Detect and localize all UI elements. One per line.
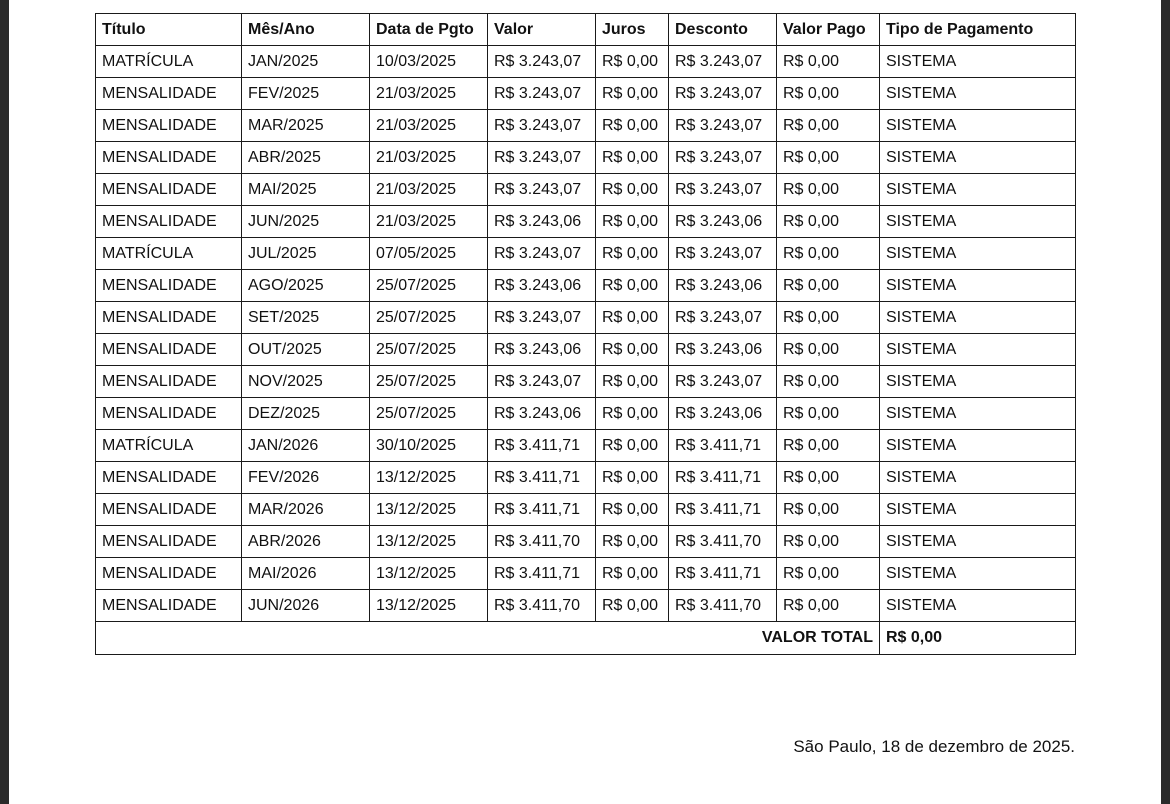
cell-titulo: MENSALIDADE bbox=[96, 110, 242, 142]
cell-juros: R$ 0,00 bbox=[596, 462, 669, 494]
cell-juros: R$ 0,00 bbox=[596, 46, 669, 78]
cell-valor-pago: R$ 0,00 bbox=[777, 46, 880, 78]
cell-tipo-pagamento: SISTEMA bbox=[880, 142, 1076, 174]
cell-juros: R$ 0,00 bbox=[596, 302, 669, 334]
table-body bbox=[96, 46, 1076, 622]
payments-table bbox=[95, 13, 1076, 655]
cell-titulo: MENSALIDADE bbox=[96, 302, 242, 334]
cell-data-pgto: 21/03/2025 bbox=[370, 110, 488, 142]
cell-data-pgto: 13/12/2025 bbox=[370, 590, 488, 622]
table-row bbox=[96, 398, 1076, 430]
cell-juros: R$ 0,00 bbox=[596, 558, 669, 590]
cell-titulo: MENSALIDADE bbox=[96, 462, 242, 494]
cell-valor-pago: R$ 0,00 bbox=[777, 462, 880, 494]
cell-desconto: R$ 3.243,07 bbox=[669, 142, 777, 174]
cell-valor: R$ 3.243,06 bbox=[488, 334, 596, 366]
cell-juros: R$ 0,00 bbox=[596, 526, 669, 558]
cell-titulo: MATRÍCULA bbox=[96, 430, 242, 462]
cell-titulo: MATRÍCULA bbox=[96, 238, 242, 270]
cell-mes-ano: ABR/2026 bbox=[242, 526, 370, 558]
table-row bbox=[96, 494, 1076, 526]
cell-tipo-pagamento: SISTEMA bbox=[880, 238, 1076, 270]
cell-data-pgto: 25/07/2025 bbox=[370, 270, 488, 302]
cell-desconto: R$ 3.243,07 bbox=[669, 174, 777, 206]
total-value: R$ 0,00 bbox=[880, 622, 1076, 655]
cell-juros: R$ 0,00 bbox=[596, 110, 669, 142]
cell-data-pgto: 21/03/2025 bbox=[370, 174, 488, 206]
cell-tipo-pagamento: SISTEMA bbox=[880, 558, 1076, 590]
cell-juros: R$ 0,00 bbox=[596, 238, 669, 270]
cell-valor: R$ 3.411,71 bbox=[488, 494, 596, 526]
table-row bbox=[96, 526, 1076, 558]
cell-valor: R$ 3.411,70 bbox=[488, 590, 596, 622]
cell-valor: R$ 3.243,06 bbox=[488, 270, 596, 302]
cell-tipo-pagamento: SISTEMA bbox=[880, 430, 1076, 462]
cell-mes-ano: AGO/2025 bbox=[242, 270, 370, 302]
cell-data-pgto: 13/12/2025 bbox=[370, 462, 488, 494]
cell-data-pgto: 21/03/2025 bbox=[370, 78, 488, 110]
cell-mes-ano: MAR/2026 bbox=[242, 494, 370, 526]
table-header-row bbox=[96, 14, 1076, 46]
cell-valor: R$ 3.243,07 bbox=[488, 174, 596, 206]
cell-desconto: R$ 3.243,06 bbox=[669, 334, 777, 366]
cell-valor: R$ 3.411,70 bbox=[488, 526, 596, 558]
cell-valor: R$ 3.411,71 bbox=[488, 462, 596, 494]
cell-juros: R$ 0,00 bbox=[596, 494, 669, 526]
cell-valor-pago: R$ 0,00 bbox=[777, 494, 880, 526]
cell-juros: R$ 0,00 bbox=[596, 398, 669, 430]
cell-juros: R$ 0,00 bbox=[596, 78, 669, 110]
cell-juros: R$ 0,00 bbox=[596, 206, 669, 238]
cell-juros: R$ 0,00 bbox=[596, 590, 669, 622]
cell-valor-pago: R$ 0,00 bbox=[777, 142, 880, 174]
cell-tipo-pagamento: SISTEMA bbox=[880, 110, 1076, 142]
cell-titulo: MENSALIDADE bbox=[96, 398, 242, 430]
cell-valor-pago: R$ 0,00 bbox=[777, 206, 880, 238]
cell-titulo: MENSALIDADE bbox=[96, 334, 242, 366]
table-row bbox=[96, 238, 1076, 270]
cell-mes-ano: OUT/2025 bbox=[242, 334, 370, 366]
cell-titulo: MENSALIDADE bbox=[96, 142, 242, 174]
cell-titulo: MENSALIDADE bbox=[96, 78, 242, 110]
cell-titulo: MENSALIDADE bbox=[96, 494, 242, 526]
cell-valor-pago: R$ 0,00 bbox=[777, 270, 880, 302]
cell-desconto: R$ 3.243,06 bbox=[669, 206, 777, 238]
cell-tipo-pagamento: SISTEMA bbox=[880, 494, 1076, 526]
table-row bbox=[96, 590, 1076, 622]
cell-data-pgto: 25/07/2025 bbox=[370, 334, 488, 366]
cell-desconto: R$ 3.243,06 bbox=[669, 270, 777, 302]
cell-titulo: MENSALIDADE bbox=[96, 366, 242, 398]
cell-data-pgto: 25/07/2025 bbox=[370, 398, 488, 430]
cell-valor: R$ 3.243,07 bbox=[488, 366, 596, 398]
column-header-juros: Juros bbox=[596, 14, 669, 46]
total-row bbox=[96, 622, 1076, 655]
table-row bbox=[96, 462, 1076, 494]
cell-valor-pago: R$ 0,00 bbox=[777, 590, 880, 622]
cell-tipo-pagamento: SISTEMA bbox=[880, 398, 1076, 430]
column-header-valor-pago: Valor Pago bbox=[777, 14, 880, 46]
cell-desconto: R$ 3.411,71 bbox=[669, 494, 777, 526]
cell-juros: R$ 0,00 bbox=[596, 366, 669, 398]
cell-desconto: R$ 3.411,71 bbox=[669, 462, 777, 494]
cell-tipo-pagamento: SISTEMA bbox=[880, 78, 1076, 110]
cell-tipo-pagamento: SISTEMA bbox=[880, 302, 1076, 334]
table-row bbox=[96, 46, 1076, 78]
cell-data-pgto: 13/12/2025 bbox=[370, 526, 488, 558]
cell-desconto: R$ 3.243,07 bbox=[669, 238, 777, 270]
cell-tipo-pagamento: SISTEMA bbox=[880, 590, 1076, 622]
cell-data-pgto: 13/12/2025 bbox=[370, 494, 488, 526]
cell-mes-ano: JAN/2026 bbox=[242, 430, 370, 462]
cell-desconto: R$ 3.243,07 bbox=[669, 46, 777, 78]
table-row bbox=[96, 110, 1076, 142]
cell-valor-pago: R$ 0,00 bbox=[777, 174, 880, 206]
cell-juros: R$ 0,00 bbox=[596, 334, 669, 366]
cell-valor: R$ 3.243,07 bbox=[488, 238, 596, 270]
cell-valor-pago: R$ 0,00 bbox=[777, 398, 880, 430]
cell-valor: R$ 3.243,07 bbox=[488, 78, 596, 110]
cell-tipo-pagamento: SISTEMA bbox=[880, 206, 1076, 238]
table-row bbox=[96, 270, 1076, 302]
cell-juros: R$ 0,00 bbox=[596, 142, 669, 174]
cell-valor: R$ 3.243,07 bbox=[488, 142, 596, 174]
table-row bbox=[96, 142, 1076, 174]
cell-titulo: MENSALIDADE bbox=[96, 558, 242, 590]
document-page bbox=[9, 0, 1161, 804]
cell-mes-ano: MAR/2025 bbox=[242, 110, 370, 142]
column-header-mes-ano: Mês/Ano bbox=[242, 14, 370, 46]
table-row bbox=[96, 430, 1076, 462]
cell-valor: R$ 3.243,06 bbox=[488, 206, 596, 238]
table-row bbox=[96, 174, 1076, 206]
cell-juros: R$ 0,00 bbox=[596, 270, 669, 302]
cell-titulo: MENSALIDADE bbox=[96, 526, 242, 558]
cell-mes-ano: DEZ/2025 bbox=[242, 398, 370, 430]
cell-desconto: R$ 3.243,07 bbox=[669, 78, 777, 110]
cell-mes-ano: JUN/2025 bbox=[242, 206, 370, 238]
table-row bbox=[96, 206, 1076, 238]
table-row bbox=[96, 78, 1076, 110]
cell-mes-ano: FEV/2026 bbox=[242, 462, 370, 494]
cell-desconto: R$ 3.411,71 bbox=[669, 430, 777, 462]
cell-titulo: MATRÍCULA bbox=[96, 46, 242, 78]
cell-valor: R$ 3.411,71 bbox=[488, 430, 596, 462]
cell-desconto: R$ 3.243,06 bbox=[669, 398, 777, 430]
cell-tipo-pagamento: SISTEMA bbox=[880, 270, 1076, 302]
cell-valor-pago: R$ 0,00 bbox=[777, 238, 880, 270]
cell-valor: R$ 3.243,07 bbox=[488, 110, 596, 142]
table-row bbox=[96, 334, 1076, 366]
location-date: São Paulo, 18 de dezembro de 2025. bbox=[793, 737, 1075, 756]
cell-valor-pago: R$ 0,00 bbox=[777, 302, 880, 334]
cell-titulo: MENSALIDADE bbox=[96, 206, 242, 238]
column-header-data-pgto: Data de Pgto bbox=[370, 14, 488, 46]
cell-desconto: R$ 3.243,07 bbox=[669, 366, 777, 398]
table-row bbox=[96, 558, 1076, 590]
cell-valor-pago: R$ 0,00 bbox=[777, 526, 880, 558]
cell-mes-ano: JUL/2025 bbox=[242, 238, 370, 270]
cell-desconto: R$ 3.243,07 bbox=[669, 302, 777, 334]
cell-mes-ano: ABR/2025 bbox=[242, 142, 370, 174]
cell-tipo-pagamento: SISTEMA bbox=[880, 334, 1076, 366]
cell-valor: R$ 3.243,07 bbox=[488, 46, 596, 78]
cell-tipo-pagamento: SISTEMA bbox=[880, 526, 1076, 558]
cell-juros: R$ 0,00 bbox=[596, 174, 669, 206]
cell-mes-ano: MAI/2026 bbox=[242, 558, 370, 590]
column-header-valor: Valor bbox=[488, 14, 596, 46]
cell-valor: R$ 3.243,06 bbox=[488, 398, 596, 430]
cell-data-pgto: 25/07/2025 bbox=[370, 366, 488, 398]
cell-data-pgto: 21/03/2025 bbox=[370, 142, 488, 174]
cell-valor-pago: R$ 0,00 bbox=[777, 110, 880, 142]
cell-titulo: MENSALIDADE bbox=[96, 270, 242, 302]
total-label: VALOR TOTAL bbox=[96, 622, 880, 655]
cell-valor: R$ 3.411,71 bbox=[488, 558, 596, 590]
cell-mes-ano: JUN/2026 bbox=[242, 590, 370, 622]
cell-mes-ano: FEV/2025 bbox=[242, 78, 370, 110]
cell-valor-pago: R$ 0,00 bbox=[777, 430, 880, 462]
cell-desconto: R$ 3.243,07 bbox=[669, 110, 777, 142]
cell-data-pgto: 21/03/2025 bbox=[370, 206, 488, 238]
cell-desconto: R$ 3.411,71 bbox=[669, 558, 777, 590]
cell-valor-pago: R$ 0,00 bbox=[777, 78, 880, 110]
cell-data-pgto: 10/03/2025 bbox=[370, 46, 488, 78]
cell-data-pgto: 13/12/2025 bbox=[370, 558, 488, 590]
cell-desconto: R$ 3.411,70 bbox=[669, 590, 777, 622]
cell-tipo-pagamento: SISTEMA bbox=[880, 46, 1076, 78]
cell-titulo: MENSALIDADE bbox=[96, 590, 242, 622]
cell-valor-pago: R$ 0,00 bbox=[777, 558, 880, 590]
column-header-tipo-pagamento: Tipo de Pagamento bbox=[880, 14, 1076, 46]
column-header-titulo: Título bbox=[96, 14, 242, 46]
cell-data-pgto: 25/07/2025 bbox=[370, 302, 488, 334]
cell-data-pgto: 30/10/2025 bbox=[370, 430, 488, 462]
cell-data-pgto: 07/05/2025 bbox=[370, 238, 488, 270]
cell-desconto: R$ 3.411,70 bbox=[669, 526, 777, 558]
cell-tipo-pagamento: SISTEMA bbox=[880, 366, 1076, 398]
cell-juros: R$ 0,00 bbox=[596, 430, 669, 462]
cell-valor-pago: R$ 0,00 bbox=[777, 366, 880, 398]
cell-mes-ano: JAN/2025 bbox=[242, 46, 370, 78]
cell-mes-ano: MAI/2025 bbox=[242, 174, 370, 206]
cell-tipo-pagamento: SISTEMA bbox=[880, 174, 1076, 206]
table-row bbox=[96, 366, 1076, 398]
cell-tipo-pagamento: SISTEMA bbox=[880, 462, 1076, 494]
cell-valor: R$ 3.243,07 bbox=[488, 302, 596, 334]
cell-titulo: MENSALIDADE bbox=[96, 174, 242, 206]
column-header-desconto: Desconto bbox=[669, 14, 777, 46]
cell-mes-ano: SET/2025 bbox=[242, 302, 370, 334]
cell-valor-pago: R$ 0,00 bbox=[777, 334, 880, 366]
table-row bbox=[96, 302, 1076, 334]
cell-mes-ano: NOV/2025 bbox=[242, 366, 370, 398]
